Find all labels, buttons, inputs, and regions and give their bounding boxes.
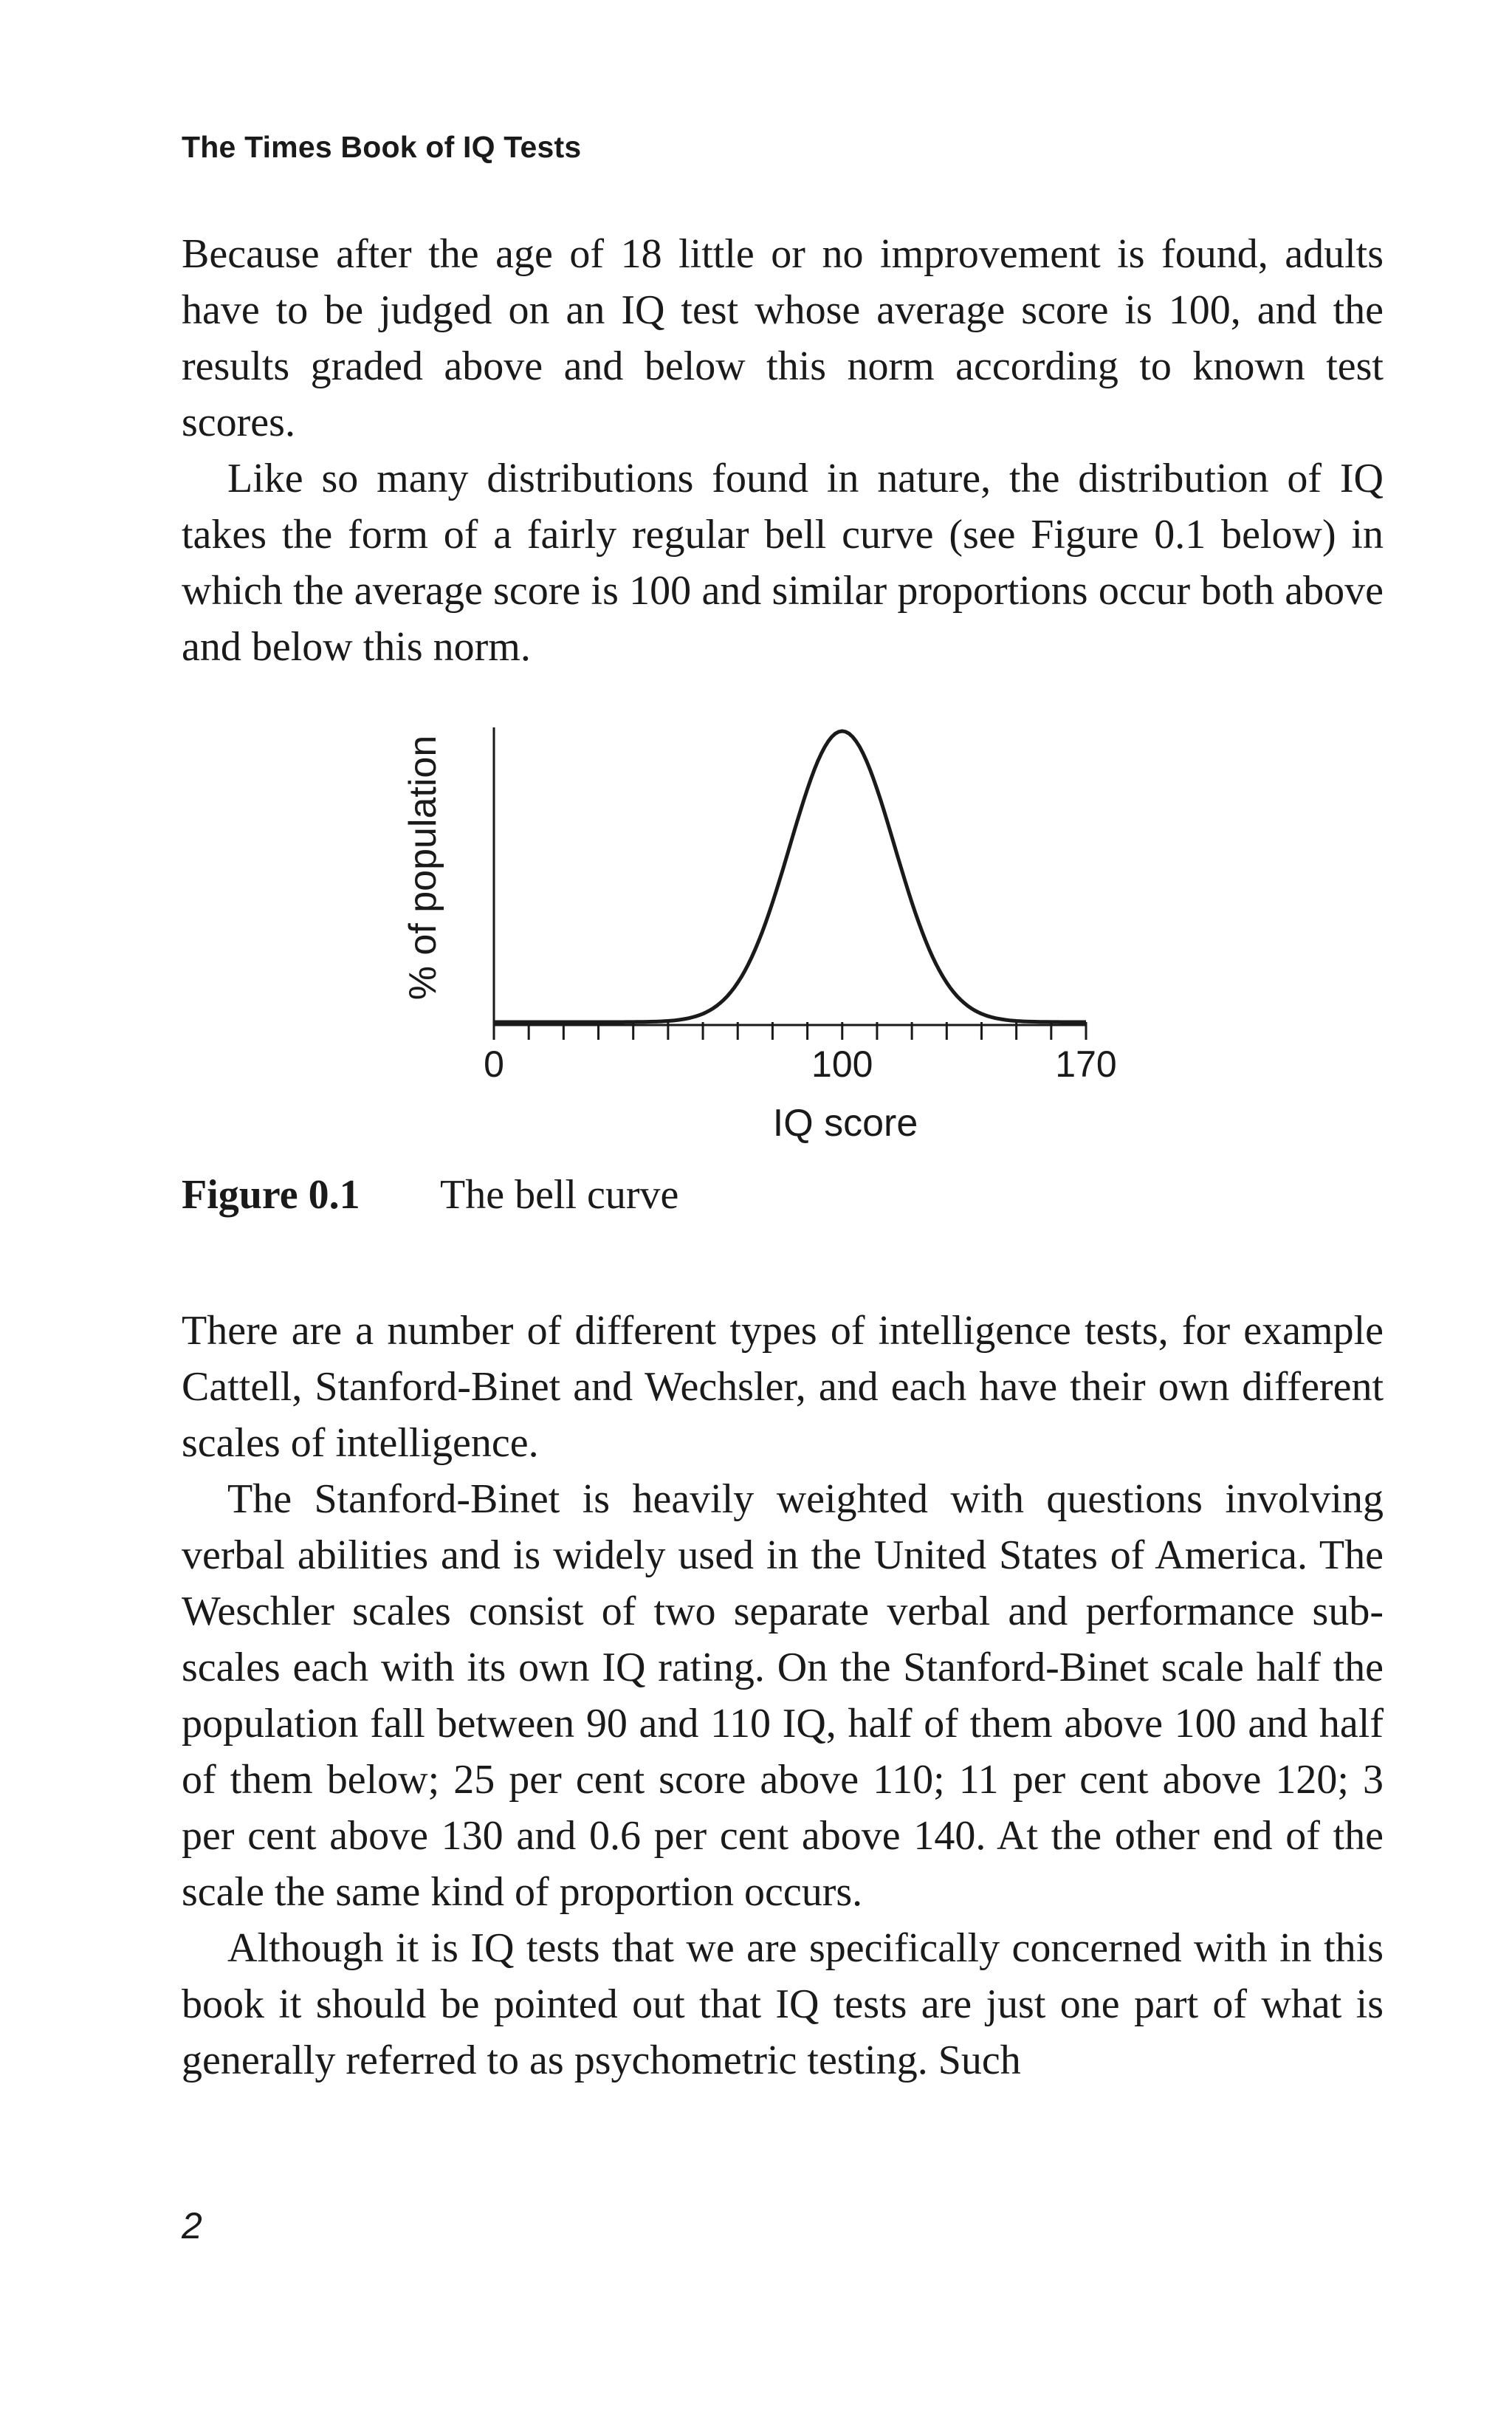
page-number: 2 [182,2205,202,2246]
paragraph: Like so many distributions found in nature, the distribution of IQ takes the form of a fairly regular bell curve (see Figure 0.1 below) in which the average score is 100 and similar proportions occur both above and below this norm. [182,456,1384,670]
paragraph: Because after the age of 18 little or no improvement is found, adults have to be judged on an IQ test whose average score is 100, and the results graded above and below this norm according to known test scores. [182,231,1384,445]
x-axis-label: IQ score [772,1102,918,1145]
bell-curve-line [494,731,1086,1022]
running-head: The Times Book of IQ Tests [182,130,582,164]
paragraph: Although it is IQ tests that we are specifically concerned with in this book it should be pointed out that IQ tests are just one part of what is generally referred to as psychometric testing. Such [182,1925,1384,2083]
figure-caption [182,1167,678,1223]
paragraph: The Stanford-Binet is heavily weighted with questions involving verbal abilities and is widely used in the United States of America. The Weschler scales consist of two separate verbal and performance sub-scales each with its own IQ rating. On the Stanford-Binet scale half the population fall between 90 and 110 IQ, half of them above 100 and half of them below; 25 per cent score above 110; 11 per cent above 120; 3 per cent above 130 and 0.6 per cent above 140. At the other end of the scale the same kind of proportion occurs. [182,1476,1384,1915]
paragraph: There are a number of different types of intelligence tests, for example Cattell, Stanford-Binet and Wechsler, and each have their own different scales of intelligence. [182,1308,1384,1466]
figure-label: Figure 0.1 [182,1172,360,1218]
body-text-bottom [182,1303,1384,2088]
figure-caption-text: The bell curve [440,1172,679,1218]
y-axis-label: % of population [402,735,444,1001]
x-ticks [494,1022,1086,1040]
body-text-top [182,226,1384,675]
x-tick-label: 100 [811,1043,873,1085]
x-tick-labels [484,1043,1117,1085]
x-tick-label: 170 [1055,1043,1117,1085]
x-tick-label: 0 [484,1043,504,1085]
